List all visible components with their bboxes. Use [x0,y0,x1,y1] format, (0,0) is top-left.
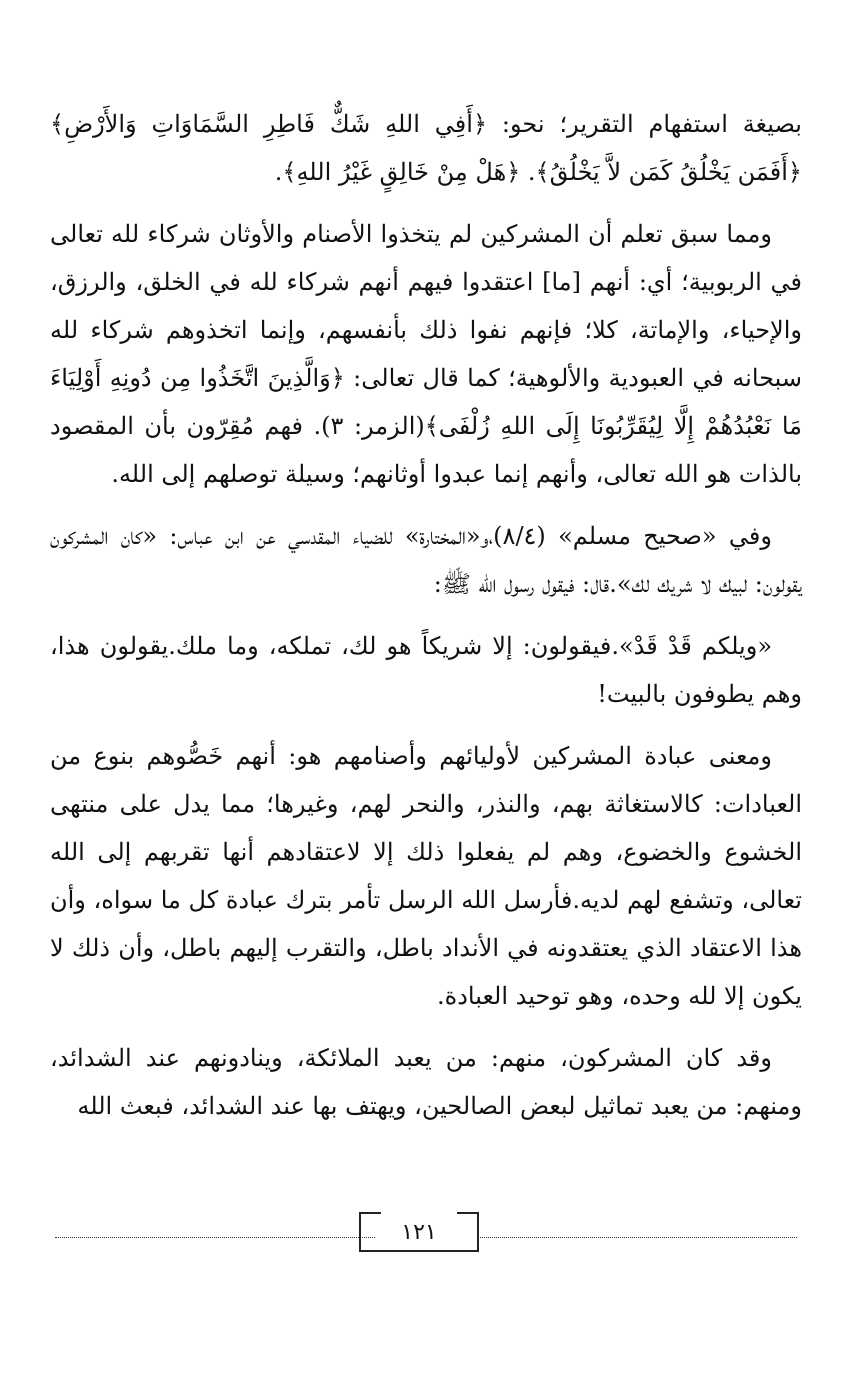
paragraph-4: «ويلكم قَدْ قَدْ».فيقولون: إلا شريكاً هو لك، تملكه، وما ملك.يقولون هذا، وهم يطوفون بالبيت! [50,632,802,708]
ornament-left-icon [359,1212,381,1226]
paragraph-3: وفي «صحيح مسلم» (٨/٤)،و«المختارة» للضياء المقدسي عن ابن عباس: «كان المشركون يقولون: لبيك لا شريك لك».قال: فيقول رسول الله ﷺ: [50,522,802,598]
footer-dotted-rule-left [55,1237,375,1238]
ornament-right-icon [457,1212,479,1226]
footer-dotted-rule-right [477,1237,797,1238]
paragraph-1: بصيغة استفهام التقرير؛ نحو: ﴿أَفِي اللهِ شَكٌّ فَاطِرِ السَّمَاوَاتِ وَالأَرْضِ﴾ ﴿أَفَمَن يَخْلُقُ كَمَن لاَّ يَخْلُقُ﴾. ﴿هَلْ مِنْ خَالِقٍ غَيْرُ اللهِ﴾. [50,110,802,186]
page-body [50,100,802,1144]
paragraph-2: ومما سبق تعلم أن المشركين لم يتخذوا الأصنام والأوثان شركاء لله تعالى في الربوبية؛ أي: أنهم [ما] اعتقدوا فيهم أنهم شركاء لله في الخلق، والرزق، والإحياء، والإماتة، كلا؛ فإنهم نفوا ذلك بأنفسهم، وإنما اتخذوهم شركاء لله سبحانه في العبودية والألوهية؛ كما قال تعالى: ﴿وَالَّذِينَ اتَّخَذُوا مِن دُونِهِ أَوْلِيَاءَ مَا نَعْبُدُهُمْ إِلَّا لِيُقَرِّبُونَا إِلَى اللهِ زُلْفَى﴾(الزمر: ٣). فهم مُقِرّون بأن المقصود بالذات هو الله تعالى، وأنهم إنما عبدوا أوثانهم؛ وسيلة توصلهم إلى الله. [50,220,802,488]
paragraph-5: ومعنى عبادة المشركين لأوليائهم وأصنامهم هو: أنهم خَصُّوهم بنوع من العبادات: كالاستغاثة بهم، والنذر، والنحر لهم، وغيرها؛ مما يدل على منتهى الخشوع والخضوع، وهم لم يفعلوا ذلك إلا لاعتقادهم أنها تقربهم إلى الله تعالى، وتشفع لهم لديه.فأرسل الله الرسل تأمر بترك عبادة كل ما سواه، وأن هذا الاعتقاد الذي يعتقدونه في الأنداد باطل، والتقرب إليهم باطل، وأن ذلك لا يكون إلا لله وحده، وهو توحيد العبادة. [50,742,802,1010]
page-number: ١٢١ [401,1219,437,1245]
paragraph-6: وقد كان المشركون، منهم: من يعبد الملائكة، وينادونهم عند الشدائد، ومنهم: من يعبد تماثيل لبعض الصالحين، ويهتف بها عند الشدائد، فبعث الله [50,1044,802,1120]
page-footer [55,1212,797,1252]
page-number-frame [359,1214,479,1252]
